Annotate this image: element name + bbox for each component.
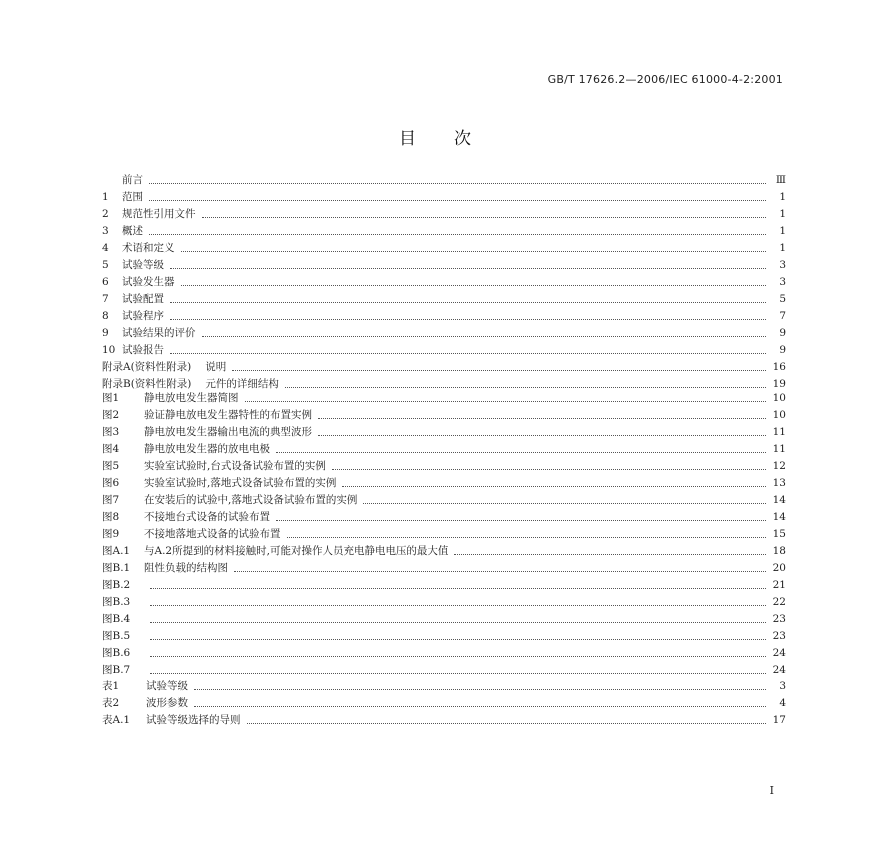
- toc-entry-number: 4: [102, 242, 109, 254]
- toc-figures-list: [102, 390, 786, 679]
- dot-leader: [318, 417, 766, 419]
- toc-entry[interactable]: [102, 359, 786, 376]
- toc-entry[interactable]: [102, 291, 786, 308]
- dot-leader: [170, 318, 766, 320]
- toc-entry-page: 20: [772, 562, 786, 574]
- toc-entry[interactable]: [102, 172, 786, 189]
- toc-entry-page: Ⅲ: [775, 174, 786, 186]
- toc-entry-page: 11: [772, 426, 786, 438]
- toc-entry-label: 静电放电发生器的放电电极: [144, 443, 270, 455]
- toc-entry-number: 图3: [102, 426, 120, 438]
- toc-tables-list: [102, 678, 786, 729]
- dot-leader: [170, 301, 766, 303]
- dot-leader: [149, 182, 766, 184]
- toc-entry-number: 2: [102, 208, 109, 220]
- toc-entry-label: 试验程序: [122, 310, 164, 322]
- toc-entry-page: 19: [772, 378, 786, 390]
- page-folio: Ⅰ: [769, 784, 774, 797]
- toc-entry[interactable]: [102, 611, 786, 628]
- toc-entry[interactable]: [102, 526, 786, 543]
- toc-sections-list: [102, 172, 786, 393]
- toc-entry[interactable]: [102, 458, 786, 475]
- toc-entry-label: 波形参数: [146, 697, 188, 709]
- toc-entry-number: 图8: [102, 511, 120, 523]
- toc-entry[interactable]: [102, 441, 786, 458]
- toc-entry-page: 22: [772, 596, 786, 608]
- toc-entry-number: 图B.3: [102, 596, 131, 608]
- toc-entry-label: 试验等级选择的导则: [146, 714, 241, 726]
- toc-entry[interactable]: [102, 308, 786, 325]
- toc-entry-label: 实验室试验时,落地式设备试验布置的实例: [144, 477, 337, 489]
- toc-entry-number: 图A.1: [102, 545, 131, 557]
- toc-entry-number: 7: [102, 293, 109, 305]
- toc-entry-label: 静电放电发生器输出电流的典型波形: [144, 426, 312, 438]
- toc-entry-page: 24: [772, 664, 786, 676]
- toc-entry-number: 图5: [102, 460, 120, 472]
- toc-entry-number: 图B.4: [102, 613, 131, 625]
- dot-leader: [149, 199, 766, 201]
- dot-leader: [150, 672, 766, 674]
- toc-entry-number: 图B.1: [102, 562, 131, 574]
- toc-entry[interactable]: [102, 274, 786, 291]
- toc-entry[interactable]: [102, 475, 786, 492]
- toc-entry[interactable]: [102, 628, 786, 645]
- toc-entry-number: 图B.2: [102, 579, 131, 591]
- toc-entry-page: 9: [779, 327, 786, 339]
- dot-leader: [245, 400, 767, 402]
- toc-entry-number: 5: [102, 259, 109, 271]
- toc-entry-label: 试验等级: [122, 259, 164, 271]
- toc-entry-page: 15: [772, 528, 786, 540]
- toc-entry-page: 4: [779, 697, 786, 709]
- toc-entry-number: 3: [102, 225, 109, 237]
- toc-entry-page: 1: [779, 208, 786, 220]
- dot-leader: [150, 621, 766, 623]
- toc-entry-label: 验证静电放电发生器特性的布置实例: [144, 409, 312, 421]
- dot-leader: [150, 655, 766, 657]
- dot-leader: [150, 587, 766, 589]
- toc-entry-page: 13: [772, 477, 786, 489]
- dot-leader: [194, 688, 766, 690]
- dot-leader: [149, 233, 766, 235]
- dot-leader: [332, 468, 766, 470]
- toc-entry-page: 1: [779, 242, 786, 254]
- toc-entry-page: 1: [779, 225, 786, 237]
- toc-entry-number: 图7: [102, 494, 120, 506]
- dot-leader: [170, 352, 766, 354]
- toc-entry-number: 图B.5: [102, 630, 131, 642]
- toc-entry-page: 23: [772, 613, 786, 625]
- dot-leader: [342, 485, 766, 487]
- dot-leader: [202, 216, 767, 218]
- toc-entry-label: 试验结果的评价: [122, 327, 196, 339]
- toc-entry-number: 10: [102, 344, 116, 356]
- toc-entry-number: 1: [102, 191, 109, 203]
- toc-entry[interactable]: [102, 560, 786, 577]
- toc-entry[interactable]: [102, 257, 786, 274]
- toc-entry-number: 6: [102, 276, 109, 288]
- dot-leader: [181, 284, 767, 286]
- toc-entry-number: 图4: [102, 443, 120, 455]
- dot-leader: [194, 705, 766, 707]
- toc-entry[interactable]: [102, 206, 786, 223]
- toc-entry-label: 阻性负载的结构图: [144, 562, 228, 574]
- toc-entry-number: 附录A(资料性附录): [102, 361, 192, 373]
- dot-leader: [318, 434, 766, 436]
- toc-entry-page: 11: [772, 443, 786, 455]
- toc-entry-number: 图2: [102, 409, 120, 421]
- toc-title: 目次: [399, 129, 509, 149]
- toc-entry-page: 3: [779, 276, 786, 288]
- toc-entry-label: 范围: [122, 191, 143, 203]
- dot-leader: [234, 570, 766, 572]
- toc-entry-number: 8: [102, 310, 109, 322]
- toc-entry-label: 不接地落地式设备的试验布置: [144, 528, 281, 540]
- dot-leader: [150, 638, 766, 640]
- toc-entry[interactable]: [102, 189, 786, 206]
- toc-entry-page: 24: [772, 647, 786, 659]
- toc-entry-page: 10: [772, 409, 786, 421]
- toc-entry-page: 7: [779, 310, 786, 322]
- toc-entry[interactable]: [102, 240, 786, 257]
- toc-entry-page: 21: [772, 579, 786, 591]
- toc-entry[interactable]: [102, 662, 786, 679]
- dot-leader: [276, 519, 766, 521]
- toc-entry-label: 元件的详细结构: [205, 378, 279, 390]
- toc-entry[interactable]: [102, 712, 786, 729]
- toc-entry-number: 图B.6: [102, 647, 131, 659]
- toc-entry-label: 不接地台式设备的试验布置: [144, 511, 270, 523]
- dot-leader: [202, 335, 767, 337]
- toc-entry-page: 9: [779, 344, 786, 356]
- toc-entry-label: 与A.2所提到的材料接触时,可能对操作人员充电静电电压的最大值: [144, 545, 449, 557]
- toc-entry-page: 5: [779, 293, 786, 305]
- toc-entry-page: 18: [772, 545, 786, 557]
- toc-entry-label: 实验室试验时,台式设备试验布置的实例: [144, 460, 326, 472]
- toc-entry-page: 12: [772, 460, 786, 472]
- toc-entry-number: 图B.7: [102, 664, 131, 676]
- toc-entry-page: 14: [772, 494, 786, 506]
- toc-entry[interactable]: [102, 342, 786, 359]
- toc-entry-number: 附录B(资料性附录): [102, 378, 192, 390]
- dot-leader: [276, 451, 766, 453]
- dot-leader: [232, 369, 766, 371]
- toc-entry-page: 14: [772, 511, 786, 523]
- toc-entry-label: 在安装后的试验中,落地式设备试验布置的实例: [144, 494, 358, 506]
- toc-entry-page: 16: [772, 361, 786, 373]
- toc-entry[interactable]: [102, 424, 786, 441]
- toc-entry-label: 试验发生器: [122, 276, 175, 288]
- toc-entry-number: 9: [102, 327, 109, 339]
- dot-leader: [363, 502, 766, 504]
- toc-entry-number: 表A.1: [102, 714, 131, 726]
- toc-entry-page: 17: [772, 714, 786, 726]
- toc-entry[interactable]: [102, 695, 786, 712]
- toc-entry[interactable]: [102, 325, 786, 342]
- toc-entry-page: 3: [779, 259, 786, 271]
- toc-entry-page: 1: [779, 191, 786, 203]
- toc-entry-number: 表2: [102, 697, 120, 709]
- toc-entry[interactable]: [102, 390, 786, 407]
- toc-entry-label: 试验报告: [122, 344, 164, 356]
- toc-entry-number: 图6: [102, 477, 120, 489]
- toc-entry[interactable]: [102, 407, 786, 424]
- dot-leader: [150, 604, 766, 606]
- toc-entry[interactable]: [102, 594, 786, 611]
- toc-entry[interactable]: [102, 577, 786, 594]
- dot-leader: [247, 722, 767, 724]
- toc-entry-number: 图9: [102, 528, 120, 540]
- toc-entry[interactable]: [102, 543, 786, 560]
- toc-entry-label: 试验等级: [146, 680, 188, 692]
- toc-entry[interactable]: [102, 492, 786, 509]
- toc-entry-label: 前言: [122, 174, 143, 186]
- dot-leader: [285, 386, 766, 388]
- toc-entry-number: 图1: [102, 392, 120, 404]
- toc-entry[interactable]: [102, 509, 786, 526]
- toc-entry-label: 说明: [205, 361, 227, 373]
- toc-entry[interactable]: [102, 678, 786, 695]
- dot-leader: [287, 536, 767, 538]
- toc-entry-label: 概述: [122, 225, 143, 237]
- toc-entry[interactable]: [102, 645, 786, 662]
- standard-code: GB/T 17626.2—2006/IEC 61000-4-2:2001: [547, 73, 783, 86]
- toc-entry-label: 试验配置: [122, 293, 164, 305]
- toc-entry-number: 表1: [102, 680, 120, 692]
- toc-entry-label: 静电放电发生器简图: [144, 392, 239, 404]
- toc-entry[interactable]: [102, 223, 786, 240]
- toc-entry-label: 规范性引用文件: [122, 208, 196, 220]
- toc-entry-label: 术语和定义: [122, 242, 175, 254]
- dot-leader: [170, 267, 766, 269]
- dot-leader: [454, 553, 766, 555]
- toc-entry-page: 23: [772, 630, 786, 642]
- toc-entry-page: 10: [772, 392, 786, 404]
- dot-leader: [181, 250, 767, 252]
- toc-entry-page: 3: [779, 680, 786, 692]
